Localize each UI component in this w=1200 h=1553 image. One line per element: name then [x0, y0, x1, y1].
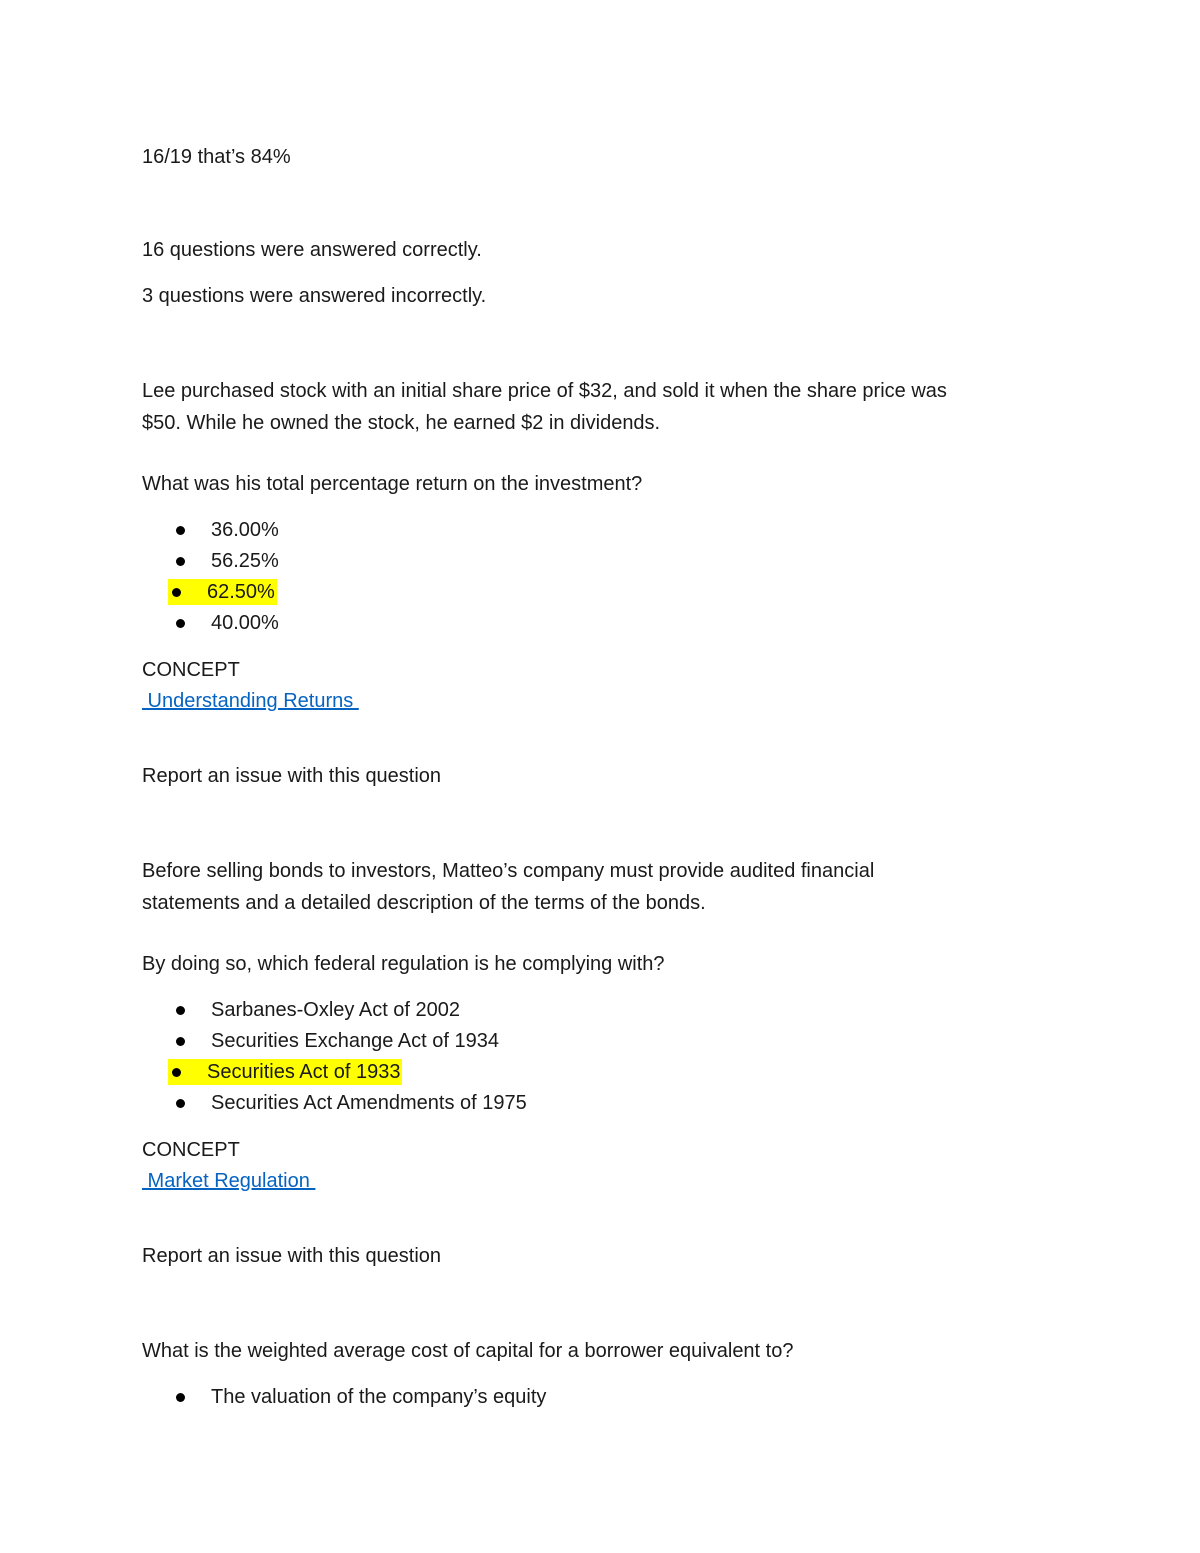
bullet-icon: [176, 1006, 185, 1015]
option-label: Securities Exchange Act of 1934: [211, 1030, 499, 1052]
highlight: [168, 579, 277, 605]
q2-option-3-highlighted: [172, 1059, 402, 1085]
q1-question: What was his total percentage return on the investment?: [142, 473, 643, 495]
option-label: 62.50%: [207, 581, 275, 603]
q1-concept-link-wrap: [142, 688, 359, 714]
bullet-icon: [176, 557, 185, 566]
q1-option-1: [172, 517, 279, 543]
q2-question: By doing so, which federal regulation is he complying with?: [142, 953, 665, 975]
bullet-icon: [176, 1037, 185, 1046]
q2-concept-label: CONCEPT: [142, 1139, 240, 1161]
q1-prompt-line-1: Lee purchased stock with an initial share price of $32, and sold it when the share price was: [142, 380, 947, 402]
q2-prompt-line-2: statements and a detailed description of the terms of the bonds.: [142, 892, 706, 914]
bullet-icon: [172, 588, 181, 597]
concept-link-understanding-returns[interactable]: Understanding Returns: [142, 690, 359, 712]
highlight: [168, 1059, 402, 1085]
concept-link-market-regulation[interactable]: Market Regulation: [142, 1170, 316, 1192]
q2-prompt-line-1: Before selling bonds to investors, Matteo’s company must provide audited financial: [142, 860, 875, 882]
q2-report-issue[interactable]: Report an issue with this question: [142, 1245, 442, 1267]
q2-option-4: [172, 1090, 527, 1116]
q2-option-1: [172, 997, 460, 1023]
correct-count-text: 16 questions were answered correctly.: [142, 239, 482, 261]
q1-report-issue[interactable]: Report an issue with this question: [142, 765, 442, 787]
score-summary: 16/19 that’s 84%: [142, 146, 291, 168]
q2-concept-link-wrap: [142, 1168, 315, 1194]
q1-option-2: [172, 548, 279, 574]
q1-option-3-highlighted: [172, 579, 277, 605]
option-label: Securities Act of 1933: [207, 1061, 401, 1083]
q1-prompt-line-2: $50. While he owned the stock, he earned $2 in dividends.: [142, 412, 661, 434]
q2-option-2: [172, 1028, 499, 1054]
q1-option-4: [172, 610, 279, 636]
option-label: The valuation of the company’s equity: [211, 1386, 547, 1408]
q3-question: What is the weighted average cost of capital for a borrower equivalent to?: [142, 1340, 794, 1362]
option-label: 36.00%: [211, 519, 279, 541]
q1-concept-label: CONCEPT: [142, 659, 240, 681]
option-label: Securities Act Amendments of 1975: [211, 1092, 527, 1114]
bullet-icon: [172, 1068, 181, 1077]
bullet-icon: [176, 526, 185, 535]
q3-option-1: [172, 1384, 546, 1410]
option-label: 40.00%: [211, 612, 279, 634]
bullet-icon: [176, 1099, 185, 1108]
incorrect-count-text: 3 questions were answered incorrectly.: [142, 285, 487, 307]
option-label: Sarbanes-Oxley Act of 2002: [211, 999, 461, 1021]
bullet-icon: [176, 1393, 185, 1402]
option-label: 56.25%: [211, 550, 279, 572]
bullet-icon: [176, 619, 185, 628]
